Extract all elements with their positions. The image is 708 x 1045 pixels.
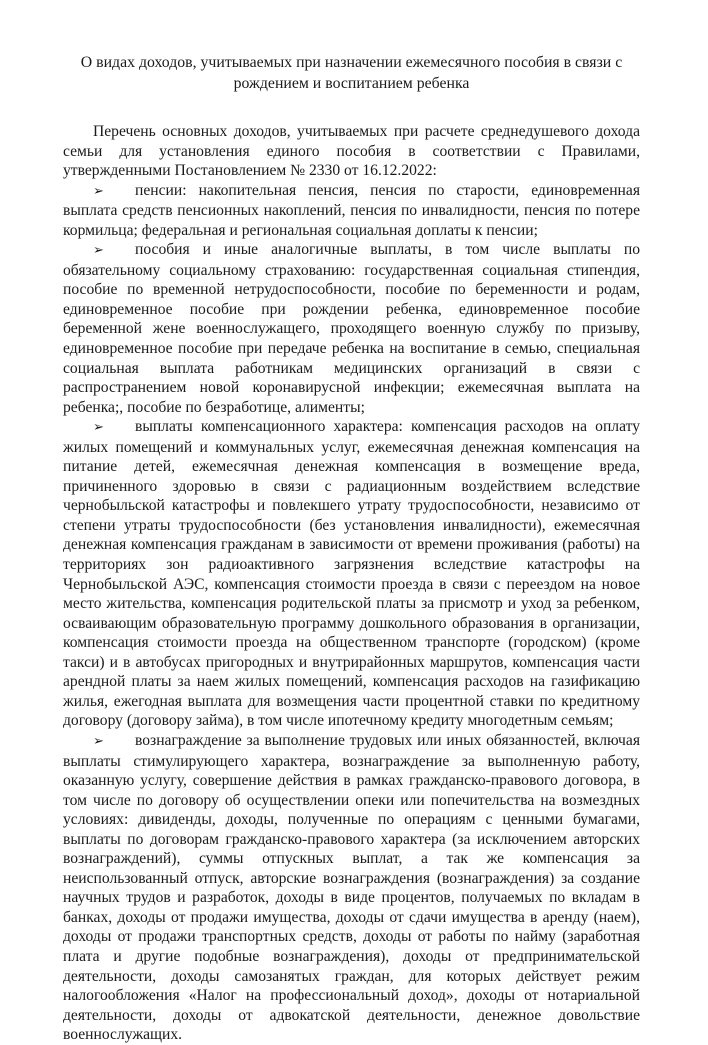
list-item-remuneration bbox=[63, 731, 640, 1045]
list-item-text: пособия и иные аналогичные выплаты, в том числе выплаты по обязательному социальному страхованию: государственная социальная стипендия, пособие по временной нетрудоспособности, пособие по беременности и родам, единовременное пособие при рождении ребенка, единовременное пособие беременной жене военнослужащего, проходящего военную службу по призыву, единовременное пособие при передаче ребенка на воспитание в семью, специальная социальная выплата работникам медицинских организаций в связи с распространением новой коронавирусной инфекции; ежемесячная выплата на ребенка;, пособие по безработице, алименты; bbox=[63, 241, 640, 416]
title-line-1: О видах доходов, учитываемых при назначении ежемесячного пособия в связи с bbox=[80, 54, 623, 71]
list-item-compensation bbox=[63, 417, 640, 731]
list-item-text: пенсии: накопительная пенсия, пенсия по старости, единовременная выплата средств пенсионных накоплений, пенсия по инвалидности, пенсия по потере кормильца; федеральная и региональная социальная доплаты к пенсии; bbox=[63, 181, 640, 239]
title-line-2: рождением и воспитанием ребенка bbox=[233, 75, 470, 92]
arrow-bullet-icon: ➢ bbox=[93, 243, 104, 259]
list-item-text: вознаграждение за выполнение трудовых или иных обязанностей, включая выплаты стимулирующего характера, вознаграждение за выполненную работу, оказанную услугу, совершение действия в рамках гражданско-правового договора, в том числе по договору об осуществлении опеки или попечительства на возмездных условиях: дивиденды, доходы, полученные по операциям с ценными бумагами, выплаты по договорам гражданско-правового характера (за исключением авторских вознаграждений), суммы отпускных выплат, а так же компенсация за неиспользованный отпуск, авторские вознаграждения (вознаграждения) за создание научных трудов и разработок, доходы в виде процентов, получаемых по вкладам в банках, доходы от продажи имущества, доходы от сдачи имущества в аренду (наем), доходы от продажи транспортных средств, доходы от работы по найму (заработная плата и другие подобные вознаграждения), доходы от предпринимательской деятельности, доходы самозанятых граждан, для которых действует режим налогообложения «Налог на профессиональный доход», доходы от нотариальной деятельности, доходы от адвокатской деятельности, денежное довольствие военнослужащих. bbox=[63, 731, 640, 1044]
list-item-benefits bbox=[63, 240, 640, 417]
list-item-pensions bbox=[63, 181, 640, 241]
intro-paragraph: Перечень основных доходов, учитываемых при расчете среднедушевого дохода семьи для установления единого пособия в соответствии с Правилами, утвержденными Постановлением № 2330 от 16.12.2022: bbox=[63, 123, 640, 180]
arrow-bullet-icon: ➢ bbox=[93, 183, 104, 199]
arrow-bullet-icon: ➢ bbox=[93, 420, 104, 436]
arrow-bullet-icon: ➢ bbox=[93, 733, 104, 749]
list-item-text: выплаты компенсационного характера: компенсация расходов на оплату жилых помещений и коммунальных услуг, ежемесячная денежная компенсация на питание детей, ежемесячная денежная компенсация в возмещение вреда, причиненного здоровью в связи с радиационным воздействием вследствие чернобыльской катастрофы и повлекшего утрату трудоспособности, независимо от степени утраты трудоспособности (без установления инвалидности), ежемесячная денежная компенсация гражданам в зависимости от времени проживания (работы) на территориях зон радиоактивного загрязнения вследствие катастрофы на Чернобыльской АЭС, компенсация стоимости проезда в связи с переездом на новое место жительства, компенсация родительской платы за присмотр и уход за ребенком, осваивающим образовательную программу дошкольного образования в организации, компенсация стоимости проезда на общественном транспорте (городском) (кроме такси) и в автобусах пригородных и внутрирайонных маршрутов, компенсация части арендной платы за наем жилых помещений, компенсация расходов на газификацию жилья, ежегодная выплата для возмещения части процентной ставки по кредитному договору (договору займа), в том числе ипотечному кредиту многодетным семьям; bbox=[63, 418, 640, 730]
document-page bbox=[63, 0, 640, 1045]
document-title bbox=[63, 52, 640, 94]
